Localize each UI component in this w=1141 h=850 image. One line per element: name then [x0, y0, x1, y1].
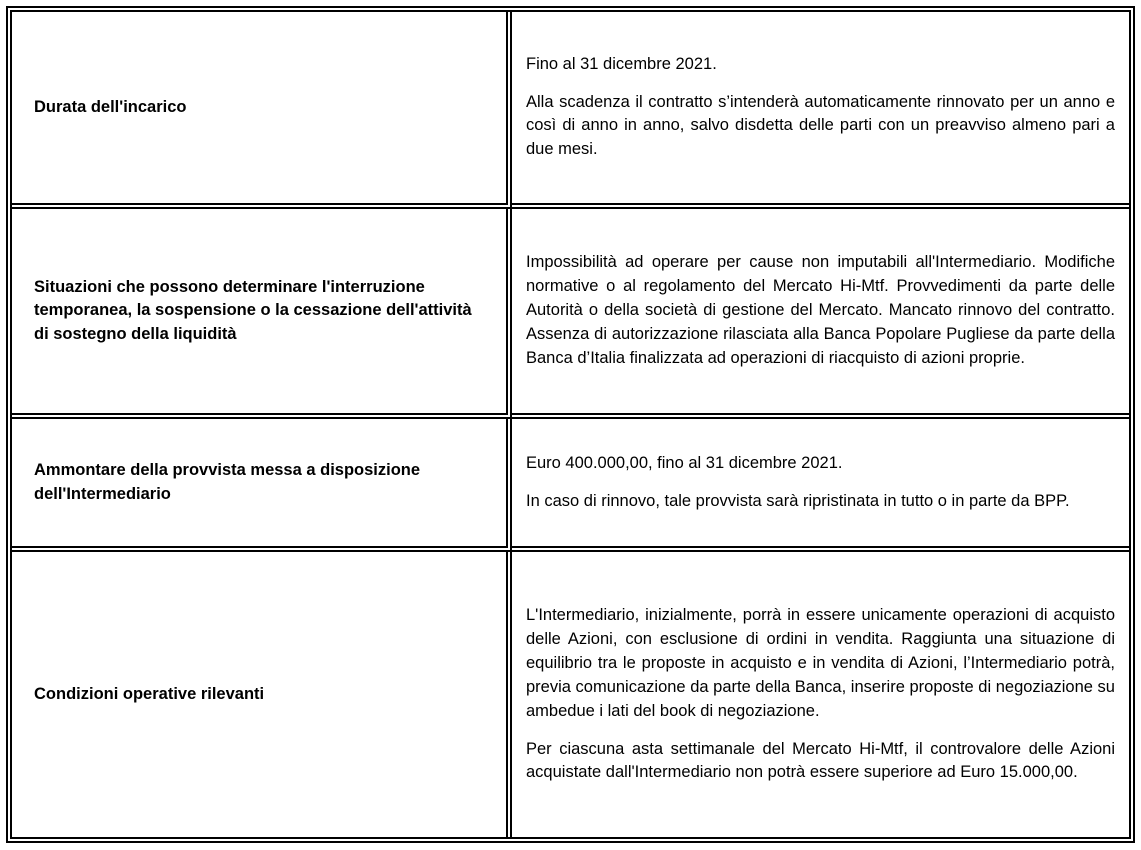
row-value-inner	[512, 436, 1129, 530]
table-frame	[6, 6, 1135, 843]
row-value-cell	[512, 12, 1129, 209]
paragraph: Alla scadenza il contratto s’intenderà automaticamente rinnovato per un anno e così di anno in anno, salvo disdetta delle parti con un preavviso almeno pari a due mesi.	[526, 92, 1115, 159]
row-label-cell	[12, 209, 512, 419]
row-value-inner	[512, 588, 1129, 801]
row-label-cell	[12, 552, 512, 837]
row-label-text: Condizioni operative rilevanti	[34, 684, 265, 703]
row-value-cell	[512, 209, 1129, 419]
table-body	[12, 12, 1129, 837]
row-value-cell	[512, 419, 1129, 552]
paragraph: Per ciascuna asta settimanale del Mercato Hi-Mtf, il controvalore delle Azioni acquistate dall'Intermediario non potrà essere superiore ad Euro 15.000,00.	[526, 739, 1115, 782]
table-row	[12, 552, 1129, 837]
row-label-text: Ammontare della provvista messa a disposizione dell'Intermediario	[34, 461, 421, 503]
table-row	[12, 419, 1129, 552]
row-label-inner	[12, 445, 506, 520]
row-value-cell	[512, 552, 1129, 837]
row-label-text: Situazioni che possono determinare l'interruzione temporanea, la sospensione o la cessazione dell'attività di sostegno della liquidità	[34, 277, 472, 343]
row-label-cell	[12, 12, 512, 209]
paragraph: Fino al 31 dicembre 2021.	[526, 54, 717, 73]
row-label-text: Durata dell'incarico	[34, 97, 187, 116]
row-label-inner	[12, 82, 506, 133]
row-label-cell	[12, 419, 512, 552]
row-value-inner	[512, 235, 1129, 387]
paragraph: In caso di rinnovo, tale provvista sarà ripristinata in tutto o in parte da BPP.	[526, 491, 1070, 510]
paragraph: L'Intermediario, inizialmente, porrà in essere unicamente operazioni di acquisto delle Azioni, con esclusione di ordini in vendita. Raggiunta una situazione di equilibrio tra le proposte in acquisto e in vendita di Azioni, l’Intermediario potrà, previa comunicazione da parte della Banca, inserire proposte di negoziazione su ambedue i lati del book di negoziazione.	[526, 605, 1115, 720]
row-value-inner	[512, 37, 1129, 179]
row-label-inner	[12, 669, 506, 720]
paragraph: Euro 400.000,00, fino al 31 dicembre 2021.	[526, 453, 843, 472]
paragraph: Impossibilità ad operare per cause non imputabili all'Intermediario. Modifiche normative o al regolamento del Mercato Hi-Mtf. Provvedimenti da parte delle Autorità o della società di gestione del Mercato. Mancato rinnovo del contratto. Assenza di autorizzazione rilasciata alla Banca Popolare Pugliese da parte della Banca d’Italia finalizzata ad operazioni di riacquisto di azioni proprie.	[526, 253, 1115, 367]
table-row	[12, 209, 1129, 419]
table-row	[12, 12, 1129, 209]
contract-terms-table	[12, 12, 1129, 837]
row-label-inner	[12, 262, 506, 360]
